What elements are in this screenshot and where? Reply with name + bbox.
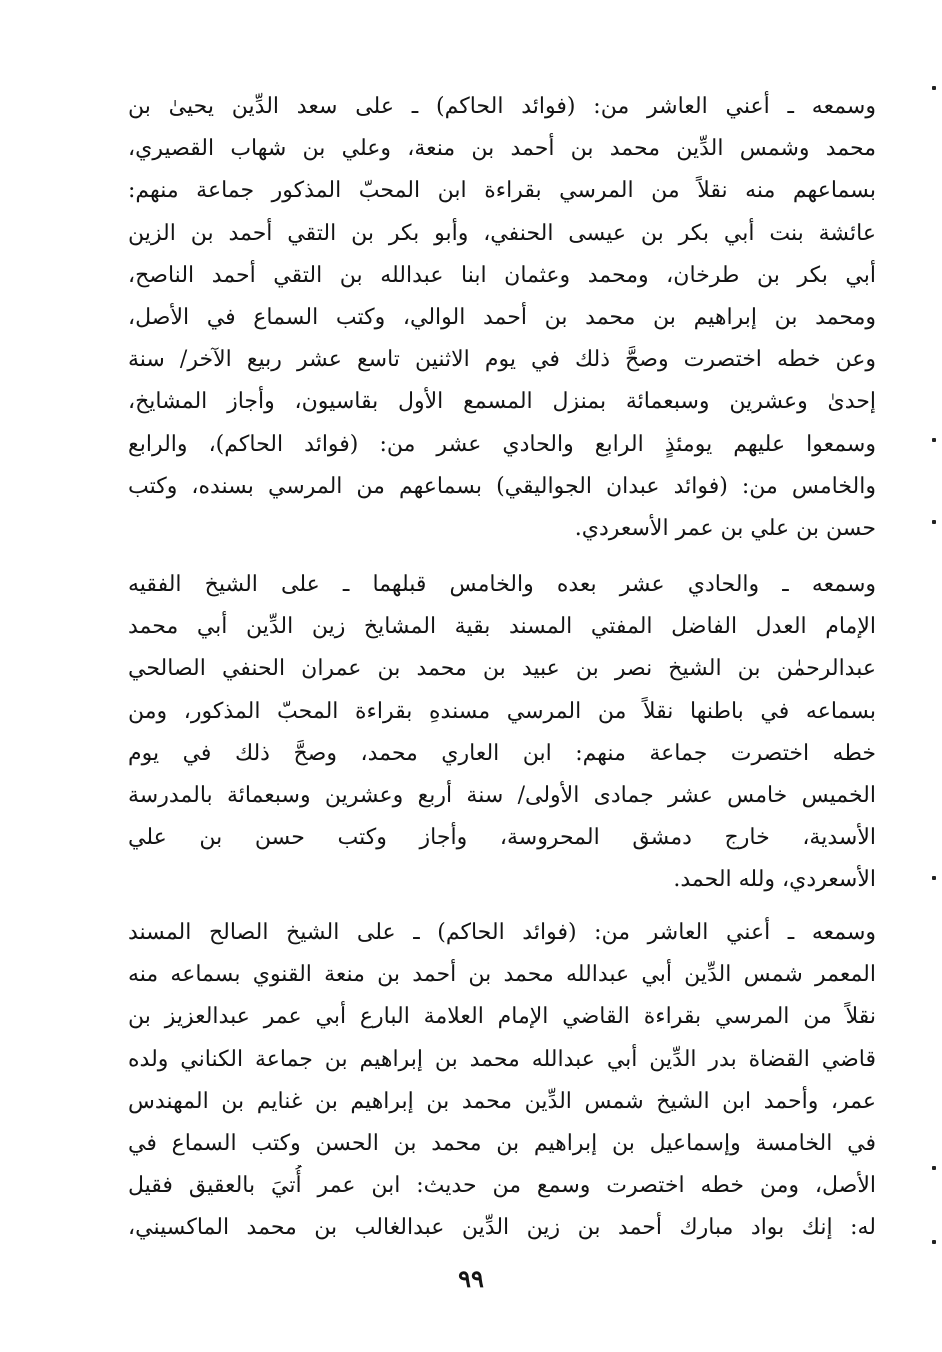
text-line: عائشة بنت أبي بكر بن عيسى الحنفي، وأبو بكر بن التقي أحمد بن الزين [128,220,876,246]
text-line: المعمر شمس الدِّين أبي عبدالله محمد بن أحمد بن منعة القنوي بسماعه منه [128,962,876,988]
text-line: وسمعه ـ أعني العاشر من: (فوائد الحاكم) ـ على الشيخ الصالح المسند [128,920,876,945]
text-line: ومحمد بن إبراهيم بن محمد بن أحمد الوالي، وكتب السماع في الأصل، [128,304,876,330]
scan-speck [932,520,936,524]
scan-speck [932,86,936,90]
text-line: والخامس من: (فوائد عبدان الجواليقي) بسماعهم من المرسي بسنده، وكتب [128,473,876,499]
text-line: نقلاً من المرسي بقراءة القاضي الإمام العلامة البارع أبي عمر عبدالعزيز بن [128,1004,876,1030]
text-line: وعن خطه اختصرت وصحَّ ذلك في يوم الاثنين تاسع عشر ربيع الآخر/ سنة [128,347,876,373]
paragraph-3 [128,912,876,1250]
scan-speck [932,438,936,442]
page-number: ٩٩ [458,1264,484,1293]
text-line: الإمام العدل الفاضل المفتي المسند بقية المشايخ زين الدِّين أبي محمد [128,614,876,640]
text-line: الأصل، ومن خطه اختصرت وسمع من حديث: ابن عمر أُتيَ بالعقيق فقيل [128,1173,876,1199]
scan-speck [932,876,936,880]
scan-speck [932,1166,936,1170]
paragraph-1 [128,86,876,550]
text-line: وسمعه ـ والحادي عشر بعده والخامس قبلهما ـ على الشيخ الفقيه [128,572,876,597]
text-line: بسماعه في باطنها نقلاً من المرسي مسندهِ بقراءة المحبّ المذكور، ومن [128,698,876,724]
text-line: وسمعه ـ أعني العاشر من: (فوائد الحاكم) ـ على سعد الدِّين يحيىٰ بن [128,94,876,119]
text-line: حسن بن علي بن عمر الأسعردي. [574,515,876,541]
paragraph-2 [128,564,876,902]
text-line: قاضي القضاة بدر الدِّين أبي عبدالله محمد بن إبراهيم بن جماعة الكناني ولده [128,1046,876,1072]
scan-speck [932,1240,936,1244]
text-line: الأسدية، خارج دمشق المحروسة، وأجاز وكتب حسن بن علي [128,825,876,851]
text-line: خطه اختصرت جماعة منهم: ابن العاري محمد، وصحَّ ذلك في يوم [128,740,876,766]
text-line: عبدالرحمٰن بن الشيخ نصر بن عبيد بن محمد بن عمران الحنفي الصالحي [128,656,876,682]
text-line: بسماعهم منه نقلاً من المرسي بقراءة ابن المحبّ المذكور جماعة منهم: [128,178,876,204]
text-line: في الخامسة وإسماعيل بن إبراهيم بن محمد بن الحسن وكتب السماع في [128,1130,876,1156]
text-line: محمد وشمس الدِّين محمد بن أحمد بن منعة، وعلي بن شهاب القصيري، [128,136,876,162]
text-line: الخميس خامس عشر جمادى الأولى/ سنة أربع وعشرين وسبعمائة بالمدرسة [128,782,876,808]
text-line: إحدىٰ وعشرين وسبعمائة بمنزل المسمع الأول بقاسيون، وأجاز المشايخ، [128,389,876,415]
text-line: وسمعوا عليهم يومئذٍ الرابع والحادي عشر من: (فوائد الحاكم)، والرابع [128,431,876,457]
text-line: عمر، وأحمد ابن الشيخ شمس الدِّين محمد بن إبراهيم بن غنايم بن المهندس [128,1088,876,1114]
text-line: له: إنك بواد مبارك أحمد بن زين الدِّين عبدالغالب بن محمد الماكسيني، [128,1215,876,1241]
text-line: أبي بكر بن طرخان، ومحمد وعثمان ابنا عبدالله بن التقي أحمد الناصح، [128,262,876,288]
text-line: الأسعردي، ولله الحمد. [673,867,876,893]
